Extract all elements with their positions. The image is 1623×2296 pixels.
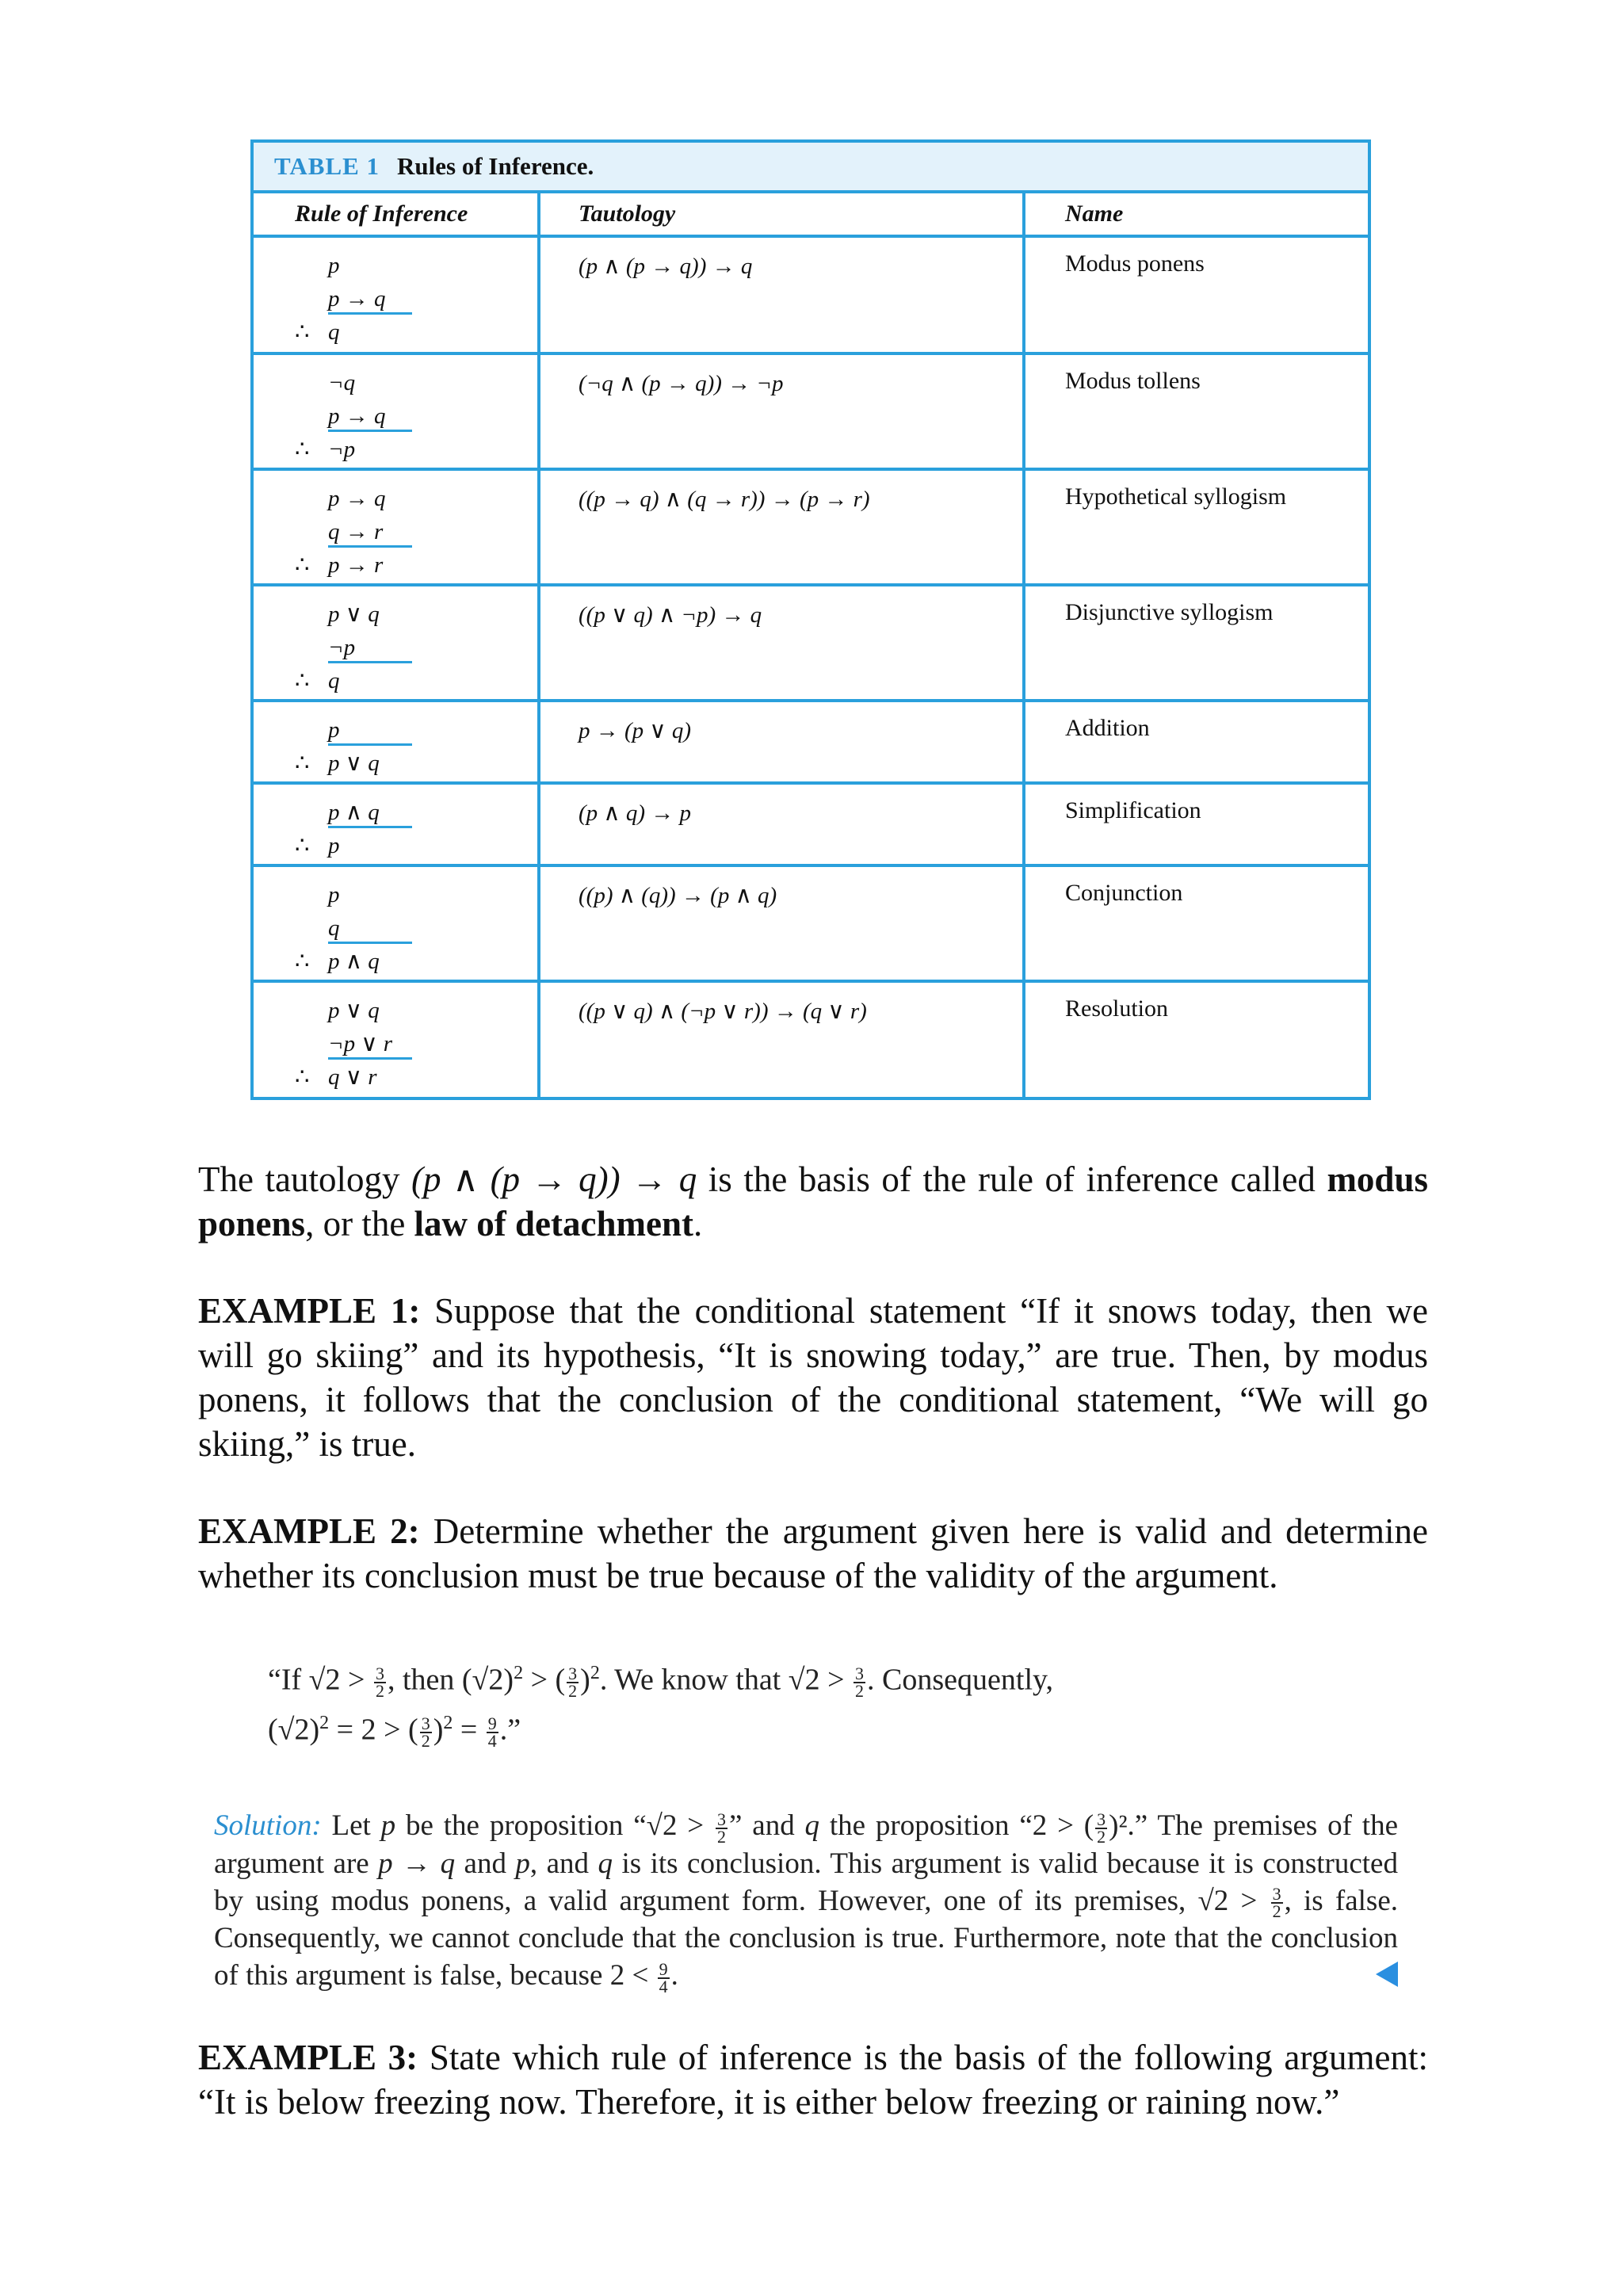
therefore-symbol: ∴: [295, 319, 310, 345]
quote-line-1: “If √2 > $\frac{3}{2}$ , then $(√2)^2$ > ( $\frac{3}{2}$ )$^2$. We know that √2 > $\frac{3}{2}$ . Consequently,: [268, 1663, 1054, 1701]
term-modus-ponens: modus ponens: [198, 1159, 1428, 1244]
premise: p → q: [295, 399, 386, 433]
premise: p: [295, 713, 380, 747]
table-row: [254, 702, 1368, 785]
conclusion: ∴ q: [295, 315, 386, 349]
table-row: [254, 238, 1368, 355]
rule-cell: [254, 238, 540, 352]
premise: p ∨ q: [328, 998, 380, 1023]
rule-cell: [254, 867, 540, 980]
name-cell: [1025, 586, 1368, 699]
premise: p: [328, 253, 340, 278]
premise: p ∧ q: [295, 796, 380, 829]
tautology-cell: [540, 785, 1025, 864]
rules-of-inference-table: [250, 139, 1371, 1100]
example-1-label: EXAMPLE 1:: [198, 1291, 421, 1331]
rule-name: Simplification: [1065, 797, 1201, 823]
rule-name: Conjunction: [1065, 880, 1183, 906]
tautology-cell: [540, 238, 1025, 352]
example-3: [198, 2035, 1428, 2124]
conclusion: ∴ p → r: [295, 548, 386, 582]
example-1: [198, 1289, 1428, 1466]
tautology: (¬q ∧ (p → q)) → ¬p: [579, 371, 784, 396]
example-2-label: EXAMPLE 2:: [198, 1511, 420, 1551]
name-cell: [1025, 471, 1368, 583]
rule-name: Disjunctive syllogism: [1065, 599, 1274, 625]
table-row: [254, 471, 1368, 586]
term-law-of-detachment: law of detachment: [414, 1204, 693, 1244]
name-cell: [1025, 238, 1368, 352]
tautology-cell: [540, 983, 1025, 1097]
example-1-text: Suppose that the conditional statement “If it snows today, then we will go skiing” and its hypothesis, “It is snowing today,” are true. Then, by modus ponens, it follows that the conclusion of the conditional statement, “We will go skiing,” is true.: [198, 1291, 1428, 1464]
example-2-argument-quote: [268, 1652, 1298, 1751]
premise: p → q: [295, 282, 386, 315]
tautology: ((p) ∧ (q)) → (p ∧ q): [579, 883, 777, 908]
premise: ¬q: [328, 370, 356, 395]
conclusion: ∴ ¬p: [295, 433, 386, 466]
example-2: [198, 1509, 1428, 1598]
rule-cell: [254, 785, 540, 864]
premise: p → q: [328, 486, 386, 511]
tautology: (p ∧ (p → q)) → q: [579, 254, 753, 279]
table-title: [254, 143, 1368, 193]
conclusion: ∴ q ∨ r: [295, 1060, 392, 1094]
conclusion: ∴ p ∨ q: [295, 747, 380, 780]
premise: ¬p: [295, 631, 380, 664]
solution-label: Solution:: [214, 1809, 322, 1842]
rule-cell: [254, 471, 540, 583]
premise: p: [328, 882, 340, 907]
tautology-cell: [540, 867, 1025, 980]
table-row: [254, 355, 1368, 471]
conclusion: ∴ q: [295, 664, 380, 697]
therefore-symbol: ∴: [295, 751, 310, 776]
tautology: p → (p ∨ q): [579, 718, 692, 743]
rule-cell: [254, 355, 540, 468]
tautology-cell: [540, 702, 1025, 781]
tautology: ((p → q) ∧ (q → r)) → (p → r): [579, 487, 870, 512]
tautology-cell: [540, 355, 1025, 468]
tautology: ((p ∨ q) ∧ ¬p) → q: [579, 602, 762, 628]
conclusion: ∴ p ∧ q: [295, 945, 380, 978]
therefore-symbol: ∴: [295, 833, 310, 858]
quote-line-2: $(√2)^2 = 2$ > ( $\frac{3}{2}$ )$^2$ = $\frac{9}{4}$ .”: [268, 1712, 521, 1751]
rule-cell: [254, 702, 540, 781]
rule-name: Modus tollens: [1065, 368, 1201, 394]
name-cell: [1025, 867, 1368, 980]
table-row: [254, 867, 1368, 983]
end-of-solution-icon: [1376, 1962, 1398, 1987]
rule-cell: [254, 983, 540, 1097]
rule-name: Modus ponens: [1065, 250, 1205, 277]
header-name: Name: [1065, 201, 1124, 227]
table-caption: Rules of Inference.: [397, 152, 594, 180]
example-3-label: EXAMPLE 3:: [198, 2038, 418, 2077]
tautology: (p ∧ q) → p: [579, 800, 692, 826]
table-row: [254, 586, 1368, 702]
premise: ¬p ∨ r: [295, 1027, 392, 1060]
rule-cell: [254, 586, 540, 699]
header-rule: Rule of Inference: [254, 193, 540, 235]
example-2-text: Determine whether the argument given here is valid and determine whether its conclusion must be true because of the validity of the argument.: [198, 1511, 1428, 1595]
name-cell: [1025, 983, 1368, 1097]
table-row: [254, 785, 1368, 867]
name-cell: [1025, 702, 1368, 781]
tautology-cell: [540, 586, 1025, 699]
table-label: TABLE 1: [274, 152, 380, 180]
table-header-row: [254, 193, 1368, 238]
example-2-solution: Solution: Let p be the proposition “√2 > $\frac{3}{2}$ ” and q the proposition “2 > ( $\frac{3}{2}$ )².” The premises of the argument are p → q and p, and q is its conclusion. This argument is valid because it is constructed by using modus ponens, a valid argument form. However, one of its premises, √2 > $\frac{3}{2}$ , is false. Consequently, we cannot conclude that the conclusion is true. Furthermore, note that the conclusion of this argument is false, because 2 < $\frac{9}{4}$ .: [214, 1809, 1398, 1996]
therefore-symbol: ∴: [295, 668, 310, 693]
header-tautology: Tautology: [540, 193, 1025, 235]
modus-ponens-formula: (p ∧ (p → q)) → q: [411, 1159, 697, 1199]
rule-name: Hypothetical syllogism: [1065, 483, 1287, 510]
intro-paragraph: The tautology (p ∧ (p → q)) → q is the basis of the rule of inference called modus ponens, or the law of detachment.: [198, 1159, 1428, 1244]
therefore-symbol: ∴: [295, 949, 310, 974]
therefore-symbol: ∴: [295, 1064, 310, 1090]
premise: q: [295, 911, 380, 945]
rule-name: Addition: [1065, 715, 1150, 741]
premise: p ∨ q: [328, 602, 380, 627]
therefore-symbol: ∴: [295, 552, 310, 578]
conclusion: ∴ p: [295, 829, 380, 862]
premise: q → r: [295, 515, 386, 548]
example-3-text: State which rule of inference is the basis of the following argument: “It is below freezing now. Therefore, it is either below freezing or raining now.”: [198, 2038, 1428, 2122]
name-cell: [1025, 785, 1368, 864]
tautology-cell: [540, 471, 1025, 583]
therefore-symbol: ∴: [295, 437, 310, 462]
table-row: [254, 983, 1368, 1097]
tautology: ((p ∨ q) ∧ (¬p ∨ r)) → (q ∨ r): [579, 999, 867, 1024]
name-cell: [1025, 355, 1368, 468]
rule-name: Resolution: [1065, 995, 1169, 1022]
